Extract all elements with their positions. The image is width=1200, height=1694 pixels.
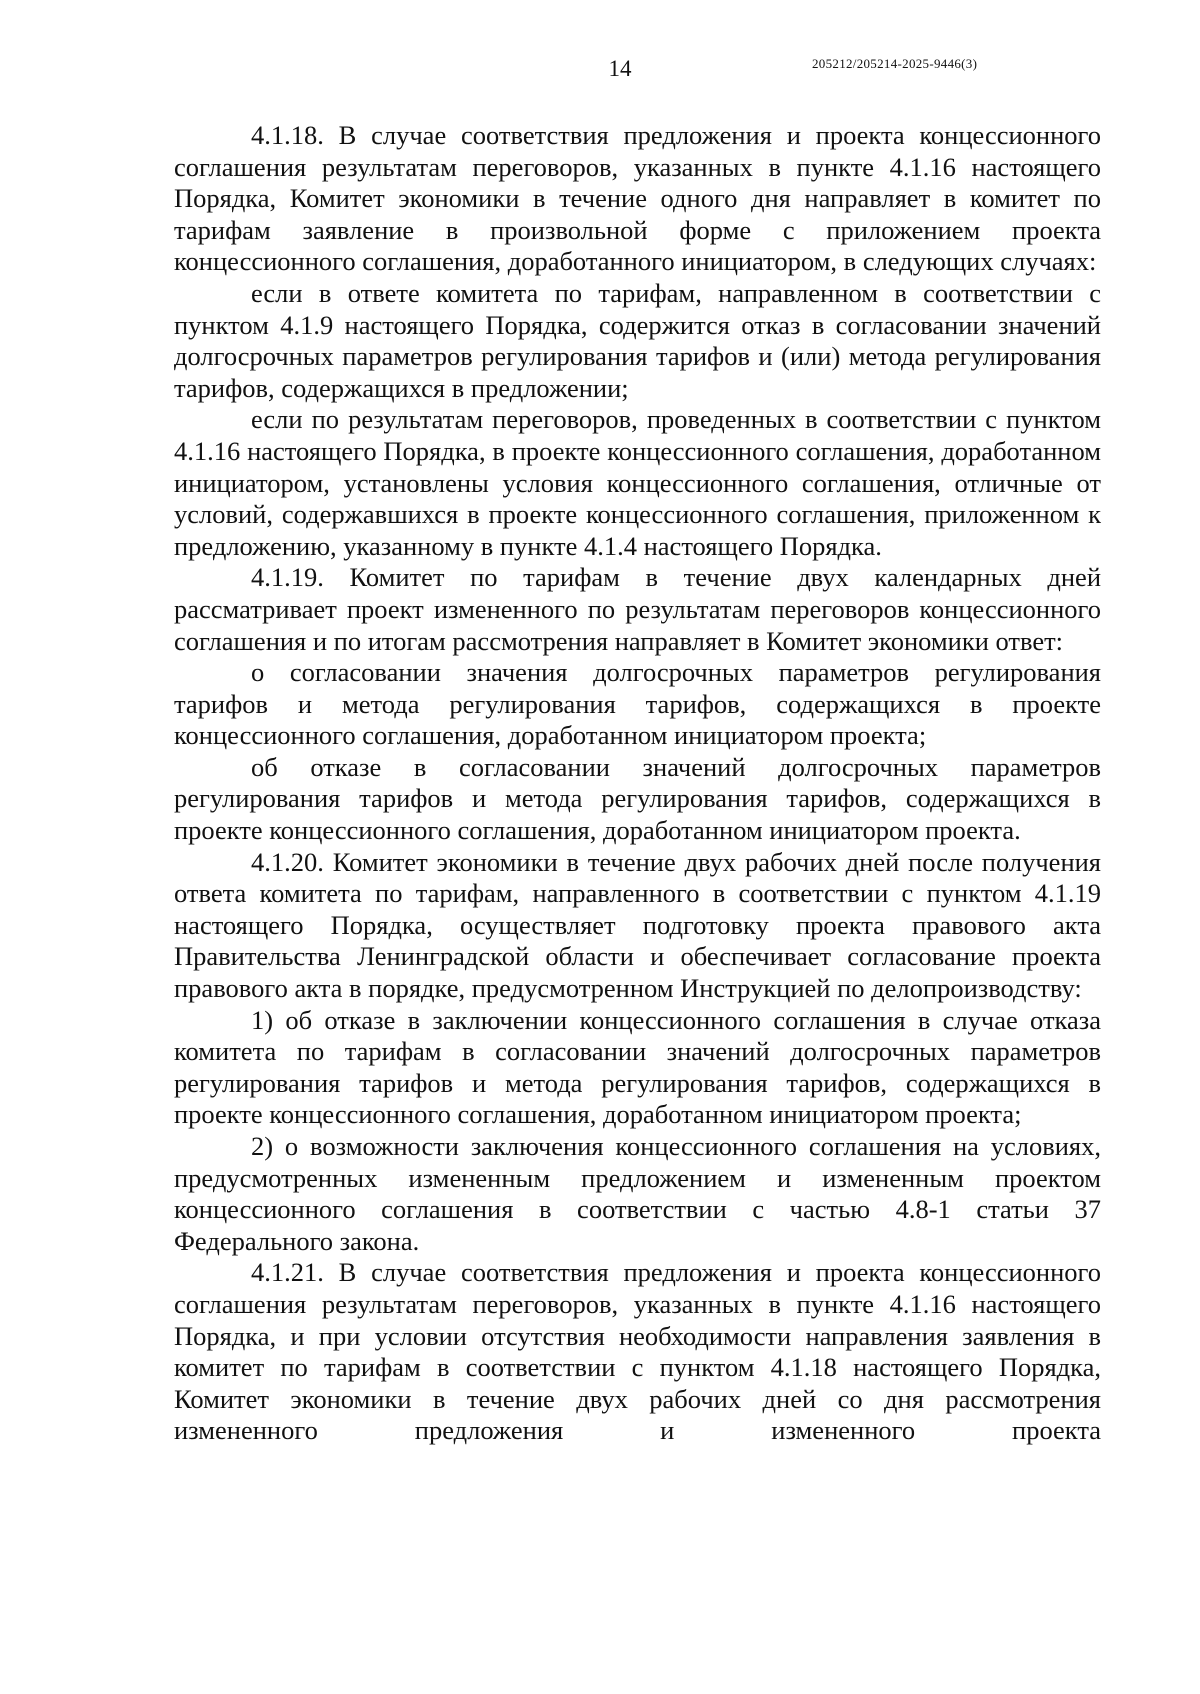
document-body [174, 120, 1101, 1447]
paragraph-4-1-19: 4.1.19. Комитет по тарифам в течение двух календарных дней рассматривает проект измененного по результатам переговоров концессионного соглашения и по итогам рассмотрения направляет в Комитет экономики ответ: [174, 562, 1101, 656]
page-number: 14 [608, 56, 632, 81]
paragraph-case-tariff-refusal: если в ответе комитета по тарифам, направленном в соответствии с пунктом 4.1.9 настоящего Порядка, содержится отказ в согласовании значений долгосрочных параметров регулирования тарифов и (или) метода регулирования тарифов, содержащихся в предложении; [174, 277, 1101, 403]
paragraph-case-changed-conditions: если по результатам переговоров, проведенных в соответствии с пунктом 4.1.16 настоящего Порядка, в проекте концессионного соглашения, доработанном инициатором, установлены условия концессионного соглашения, отличные от условий, содержавшихся в проекте концессионного соглашения, приложенном к предложению, указанному в пункте 4.1.4 настоящего Порядка. [174, 404, 1101, 561]
paragraph-item-1: 1) об отказе в заключении концессионного соглашения в случае отказа комитета по тарифам в согласовании значений долгосрочных параметров регулирования тарифов и метода регулирования тарифов, содержащихся в проекте концессионного соглашения, доработанном инициатором проекта; [174, 1004, 1101, 1130]
paragraph-refusal-option: об отказе в согласовании значений долгосрочных параметров регулирования тарифов и метода регулирования тарифов, содержащихся в проекте концессионного соглашения, доработанном инициатором проекта. [174, 751, 1101, 846]
paragraph-4-1-20: 4.1.20. Комитет экономики в течение двух рабочих дней после получения ответа комитета по тарифам, направленного в соответствии с пунктом 4.1.19 настоящего Порядка, осуществляет подготовку проекта правового акта Правительства Ленинградской области и обеспечивает согласование проекта правового акта в порядке, предусмотренном Инструкцией по делопроизводству: [174, 846, 1101, 1004]
paragraph-approval-option: о согласовании значения долгосрочных параметров регулирования тарифов и метода регулирования тарифов, содержащихся в проекте концессионного соглашения, доработанном инициатором проекта; [174, 657, 1101, 751]
paragraph-4-1-21: 4.1.21. В случае соответствия предложения и проекта концессионного соглашения результатам переговоров, указанных в пункте 4.1.16 настоящего Порядка, и при условии отсутствия необходимости направления заявления в комитет по тарифам в соответствии с пунктом 4.1.18 настоящего Порядка, Комитет экономики в течение двух рабочих дней со дня рассмотрения измененного предложения и измененного проекта [174, 1257, 1101, 1446]
paragraph-item-2: 2) о возможности заключения концессионного соглашения на условиях, предусмотренных измененным предложением и измененным проектом концессионного соглашения в соответствии с частью 4.8-1 статьи 37 Федерального закона. [174, 1131, 1101, 1256]
paragraph-4-1-18: 4.1.18. В случае соответствия предложения и проекта концессионного соглашения результатам переговоров, указанных в пункте 4.1.16 настоящего Порядка, Комитет экономики в течение одного дня направляет в комитет по тарифам заявление в произвольной форме с приложением проекта концессионного соглашения, доработанного инициатором, в следующих случаях: [174, 120, 1101, 277]
document-id: 205212/205214-2025-9446(3) [812, 56, 978, 71]
